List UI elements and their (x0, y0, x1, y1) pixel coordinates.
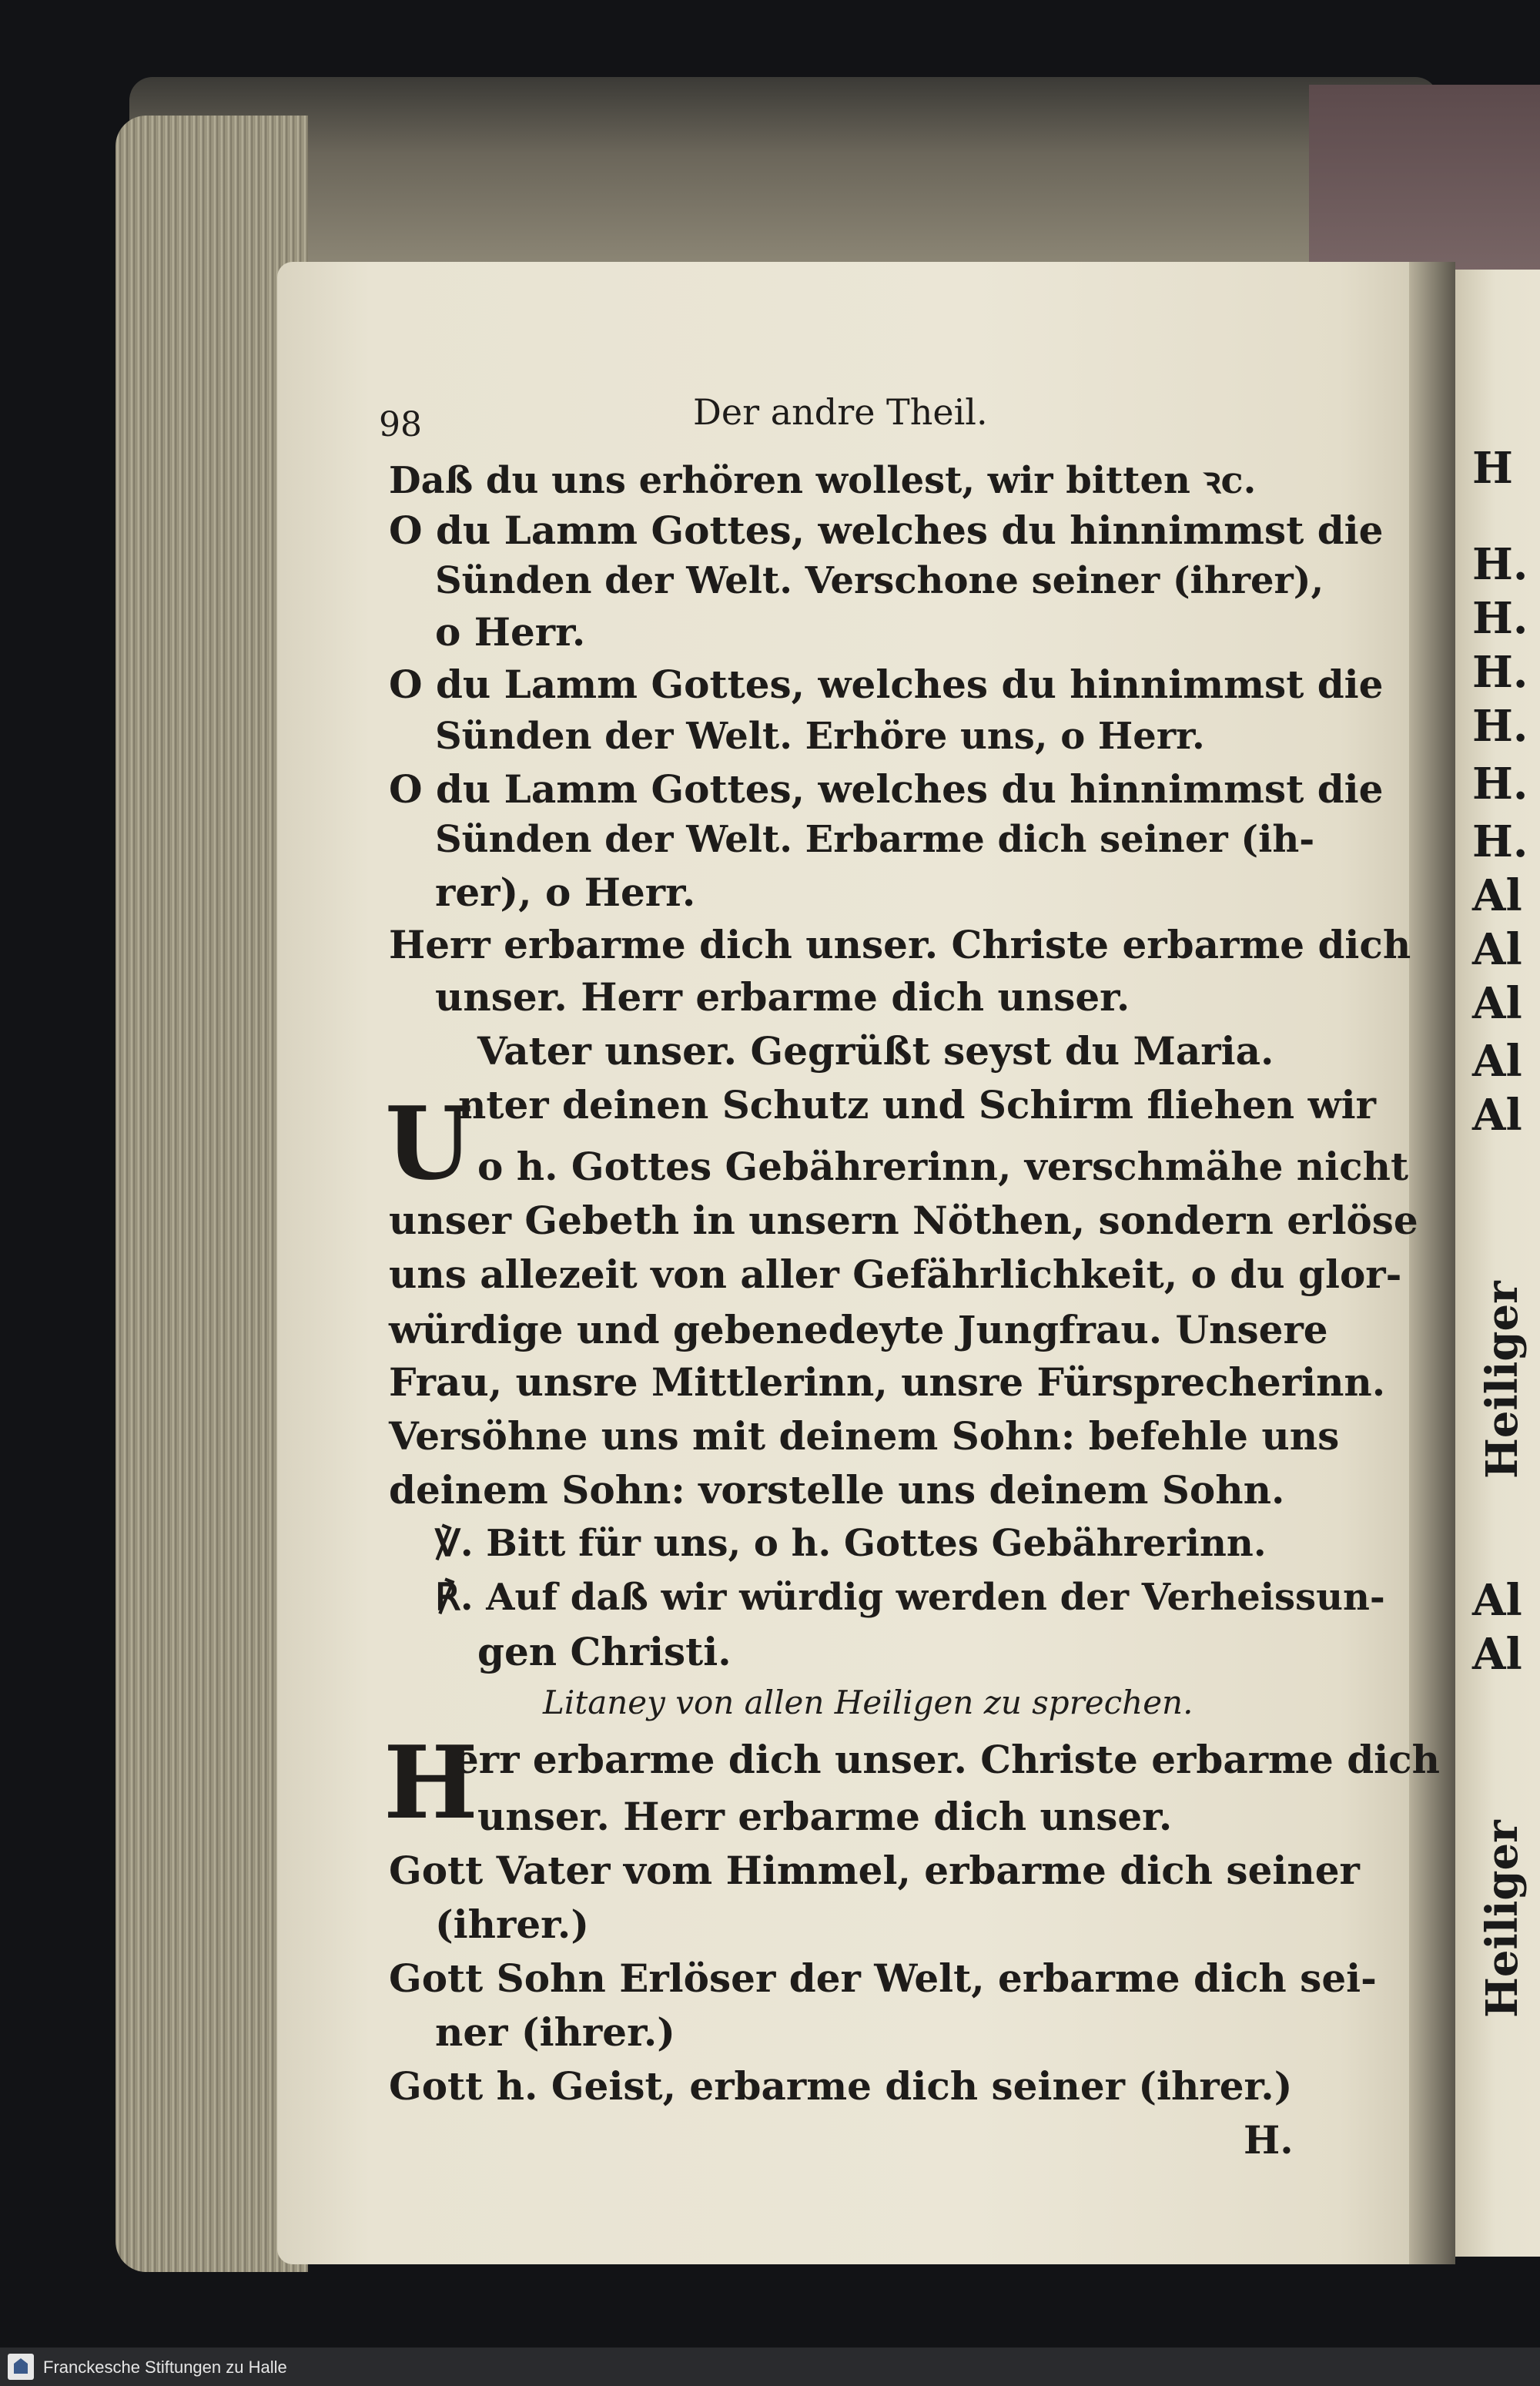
right-line-11: Al (1472, 1036, 1522, 1087)
right-line-1: H (1472, 443, 1513, 494)
right-line-8: Al (1472, 870, 1522, 921)
text-line-8: Sünden der Welt. Erbarme dich seiner (ih- (435, 818, 1315, 861)
book-binding (1309, 85, 1540, 285)
text-line-15: unser Gebeth in unsern Nöthen, sondern erlöse (389, 1198, 1418, 1243)
right-line-6: H. (1472, 759, 1528, 809)
text-line-16: uns allezeit von aller Gefährlichkeit, o du glor- (389, 1252, 1402, 1297)
text-line-12: Vater unser. Gegrüßt seyst du Maria. (477, 1028, 1274, 1074)
text-line-3: Sünden der Welt. Verschone seiner (ihrer), (435, 559, 1324, 602)
page-gutter (1409, 262, 1455, 2264)
right-line-2: H. (1472, 539, 1528, 590)
right-line-13: Al (1472, 1575, 1522, 1626)
text-line-5: O du Lamm Gottes, welches du hinnimmst die (389, 662, 1384, 707)
text-line-27: Gott Vater vom Himmel, erbarme dich seiner (389, 1848, 1360, 1893)
right-line-10: Al (1472, 978, 1522, 1029)
right-vertical-1: Heiliger (1477, 1281, 1528, 1479)
drop-cap-u: U (385, 1084, 473, 1202)
right-line-3: H. (1472, 593, 1528, 644)
text-line-13: nter deinen Schutz und Schirm fliehen wir (458, 1082, 1376, 1128)
running-head: Der andre Theil. (693, 391, 988, 433)
footer-credit: Franckesche Stiftungen zu Halle (43, 2358, 287, 2377)
text-line-22: ℟. Auf daß wir würdig werden der Verheissun- (435, 1576, 1385, 1619)
text-line-18: Frau, unsre Mittlerinn, unsre Fürsprecherinn. (389, 1359, 1386, 1405)
right-line-7: H. (1472, 816, 1528, 867)
right-vertical-2: Heiliger (1477, 1820, 1528, 2018)
text-line-11: unser. Herr erbarme dich unser. (435, 974, 1130, 1020)
drop-cap-h: H (383, 1724, 478, 1841)
text-line-20: deinem Sohn: vorstelle uns deinem Sohn. (389, 1467, 1285, 1513)
text-line-21: ℣. Bitt für uns, o h. Gottes Gebährerinn. (435, 1522, 1267, 1565)
text-line-28: (ihrer.) (435, 1902, 589, 1947)
text-line-10: Herr erbarme dich unser. Christe erbarme dich (389, 922, 1411, 967)
text-line-19: Versöhne uns mit deinem Sohn: befehle uns (389, 1413, 1340, 1459)
right-line-9: Al (1472, 924, 1522, 975)
text-line-14: o h. Gottes Gebährerinn, verschmähe nicht (477, 1144, 1409, 1189)
text-line-6: Sünden der Welt. Erhöre uns, o Herr. (435, 715, 1205, 758)
text-line-2: O du Lamm Gottes, welches du hinnimmst die (389, 508, 1384, 553)
right-line-14: Al (1472, 1629, 1522, 1680)
text-line-7: O du Lamm Gottes, welches du hinnimmst die (389, 766, 1384, 812)
institution-logo-icon (8, 2354, 34, 2380)
page-number: 98 (379, 405, 422, 444)
text-line-25: err erbarme dich unser. Christe erbarme dich (454, 1737, 1440, 1782)
text-line-17: würdige und gebenedeyte Jungfrau. Unsere (389, 1307, 1328, 1352)
book-top-edge (129, 77, 1438, 270)
viewer-footer (0, 2347, 1540, 2386)
right-line-4: H. (1472, 647, 1528, 698)
text-line-23: gen Christi. (477, 1629, 732, 1674)
right-line-5: H. (1472, 701, 1528, 752)
text-line-26: unser. Herr erbarme dich unser. (477, 1794, 1173, 1839)
text-line-9: rer), o Herr. (435, 870, 696, 915)
right-line-12: Al (1472, 1090, 1522, 1141)
text-line-1: Daß du uns erhören wollest, wir bitten ꝛc. (389, 459, 1257, 502)
catchword: H. (1244, 2117, 1294, 2163)
text-line-30: ner (ihrer.) (435, 2009, 675, 2055)
text-line-29: Gott Sohn Erlöser der Welt, erbarme dich sei- (389, 1955, 1377, 2001)
section-heading: Litaney von allen Heiligen zu sprechen. (543, 1684, 1194, 1721)
text-line-31: Gott h. Geist, erbarme dich seiner (ihrer.) (389, 2063, 1293, 2109)
text-line-4: o Herr. (435, 609, 586, 655)
